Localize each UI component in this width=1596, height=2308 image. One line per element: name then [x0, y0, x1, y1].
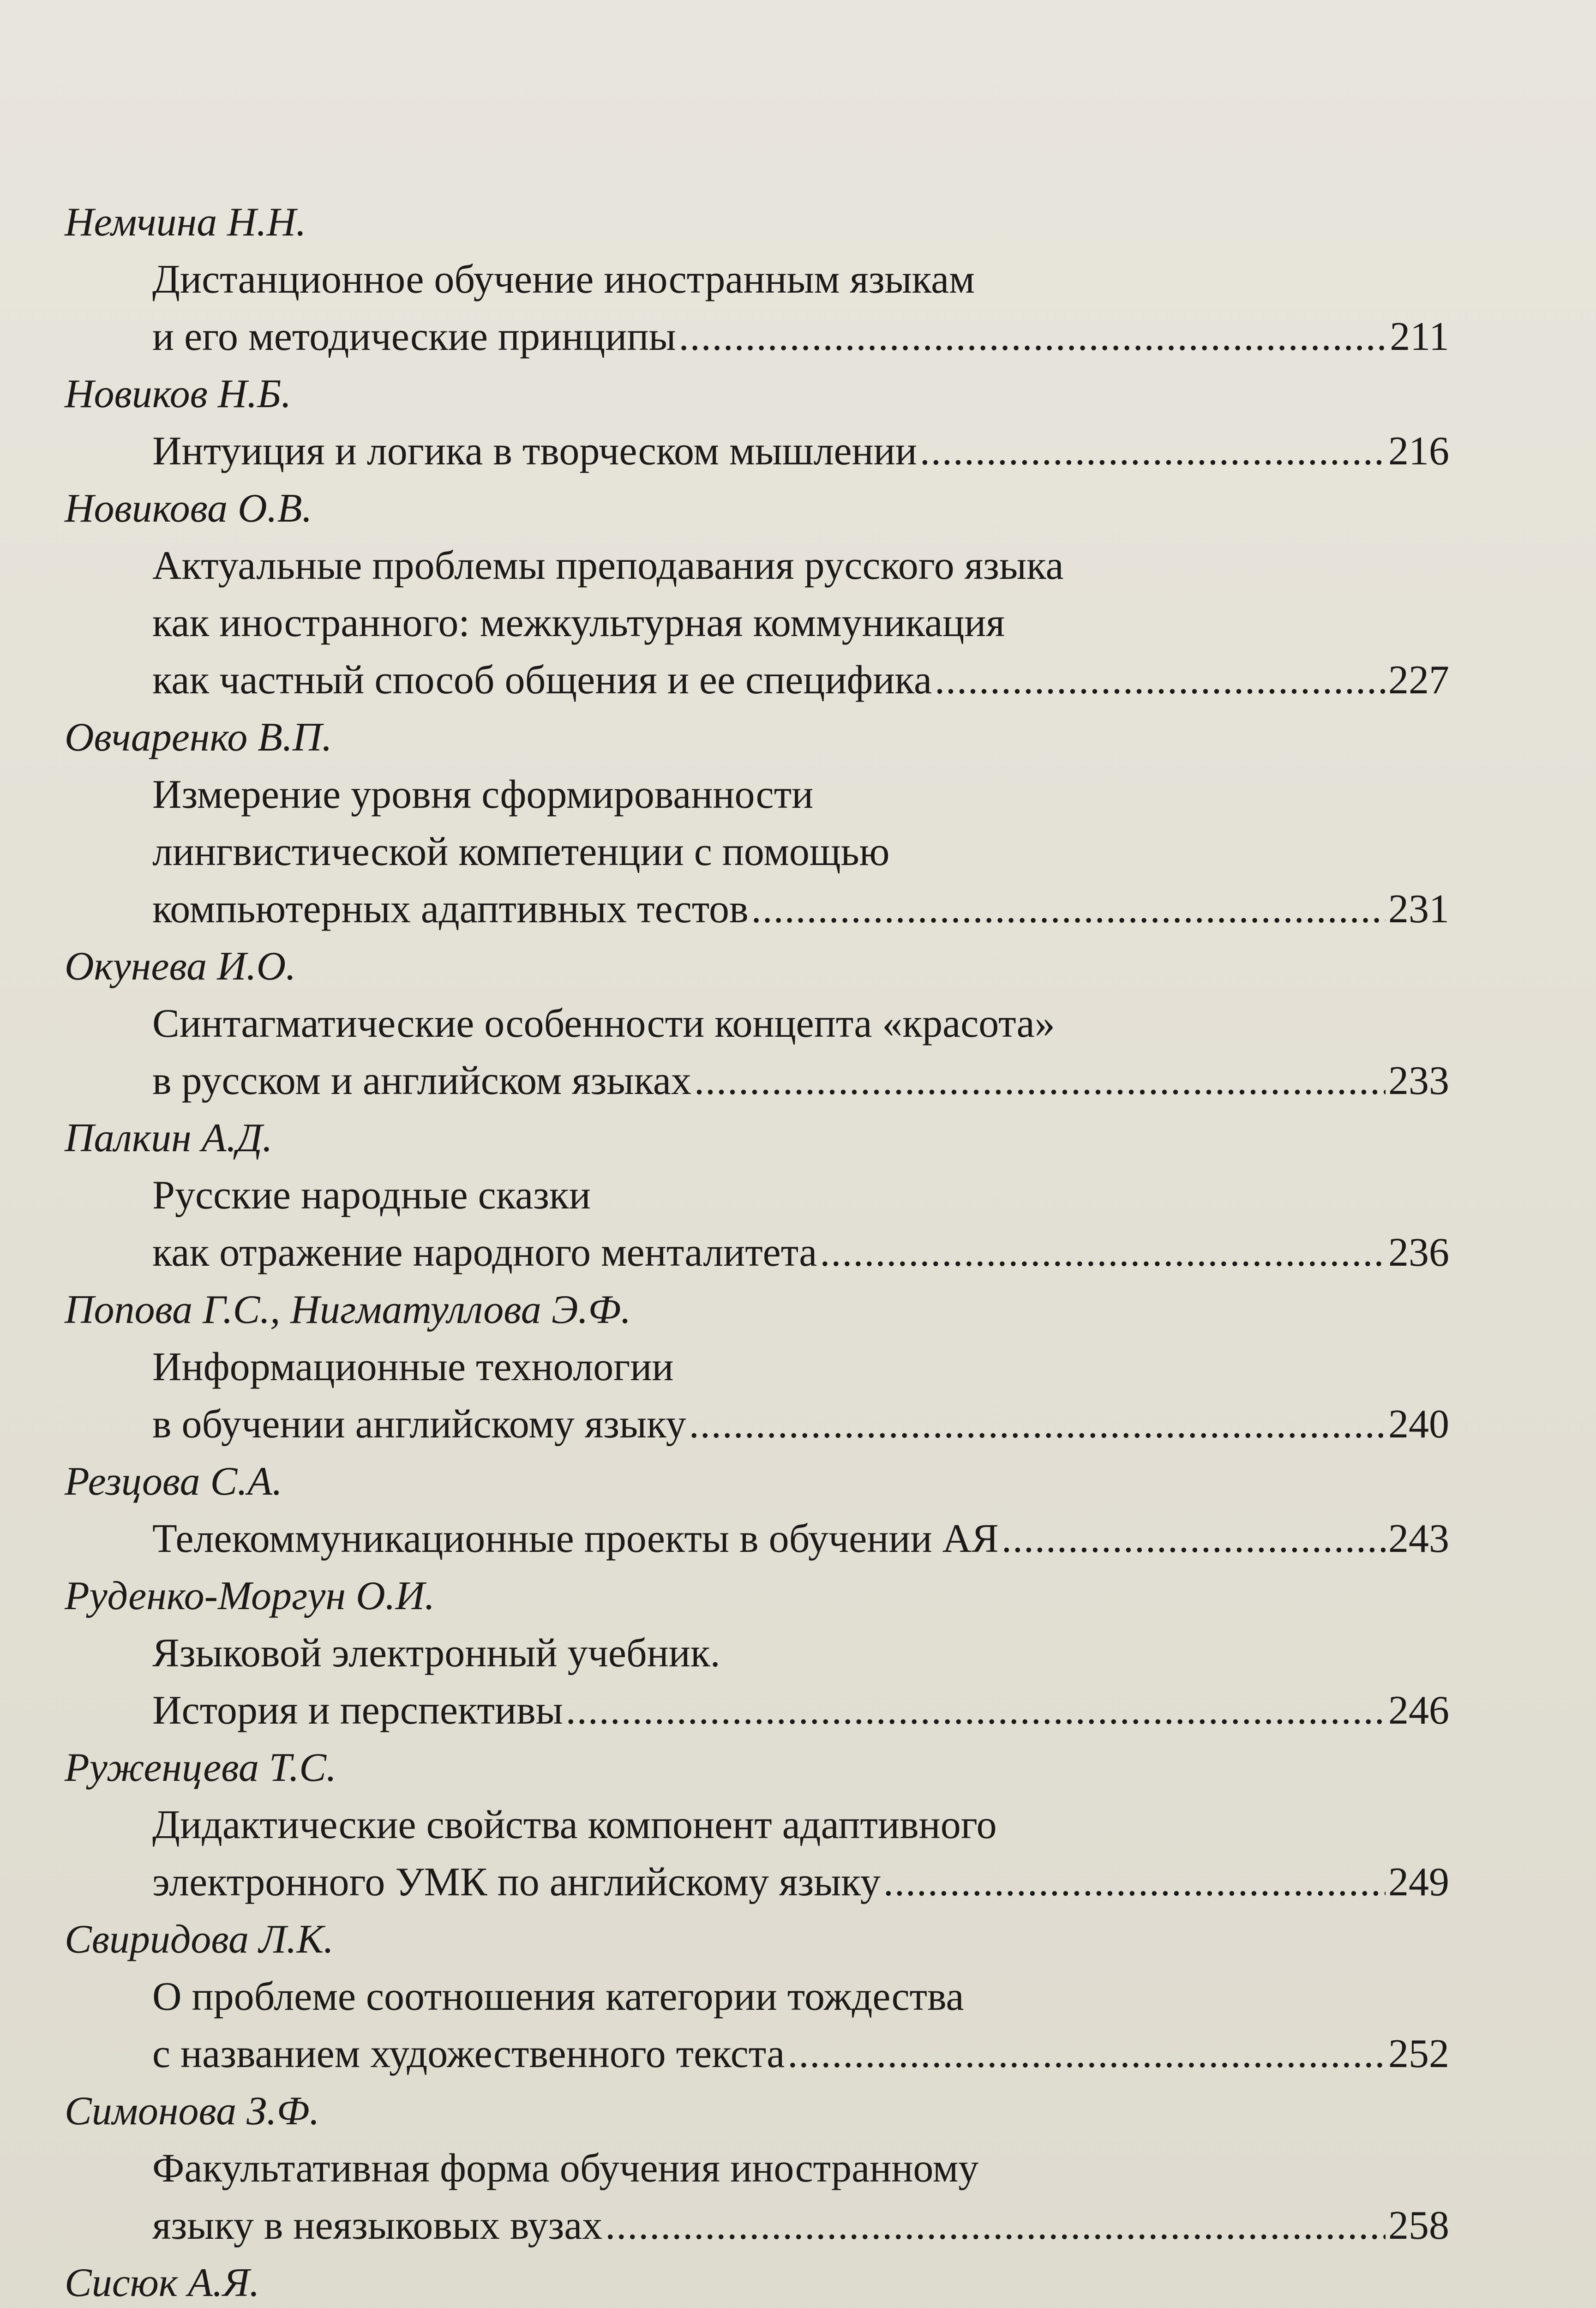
- toc-entry: [65, 938, 1449, 1110]
- toc-entry-title-text: и его методические принципы: [152, 314, 676, 359]
- toc-entry-page: 233: [1388, 1058, 1449, 1103]
- toc-entry: [65, 1110, 1449, 1281]
- toc-entry-title-line: [65, 1510, 1449, 1568]
- toc-entry-page: 231: [1388, 887, 1449, 932]
- toc-entry-title-text: с названием художественного текста: [152, 2032, 785, 2076]
- toc-entry-author: Овчаренко В.П.: [65, 715, 332, 760]
- toc-leader-dots: [694, 1052, 1386, 1110]
- toc-leader-dots: [820, 1224, 1386, 1281]
- toc-entry-author: Палкин А.Д.: [65, 1116, 273, 1160]
- toc-entry-page: 240: [1388, 1402, 1449, 1447]
- toc-entry-title-line: Синтагматические особенности концепта «красота»: [152, 1001, 1055, 1046]
- toc-leader-dots: [689, 1396, 1386, 1453]
- toc-entry-title-text: в обучении английскому языку: [152, 1402, 686, 1447]
- toc-entry: [65, 1739, 1449, 1911]
- toc-entry-author: Попова Г.С., Нигматуллова Э.Ф.: [65, 1287, 631, 1332]
- toc-entry-page: 258: [1388, 2203, 1449, 2248]
- toc-entry-page: 252: [1388, 2032, 1449, 2076]
- toc-entry: [65, 194, 1449, 366]
- toc-entry-title-line: [65, 881, 1449, 938]
- toc-entry: [65, 1568, 1449, 1739]
- toc-entry-title-line: [65, 1224, 1449, 1281]
- toc-entry-title-text: как отражение народного менталитета: [152, 1230, 817, 1275]
- toc-entry-title-line: Дидактические свойства компонент адаптивного: [152, 1803, 997, 1847]
- toc-leader-dots: [935, 652, 1386, 709]
- toc-entry-title-line: Русские народные сказки: [152, 1173, 591, 1218]
- toc-leader-dots: [605, 2197, 1386, 2254]
- toc-entry-author: Новиков Н.Б.: [65, 372, 292, 416]
- toc-entry-title-text: Телекоммуникационные проекты в обучении АЯ: [152, 1516, 999, 1561]
- toc-entry-title-line: Актуальные проблемы преподавания русского языка: [152, 543, 1064, 588]
- toc-entry: [65, 480, 1449, 709]
- toc-entry: [65, 709, 1449, 938]
- toc-entry-title-line: [65, 1682, 1449, 1739]
- toc-entry: [65, 2254, 1449, 2308]
- toc-entry-page: 249: [1388, 1860, 1449, 1905]
- toc-entry-title-line: Информационные технологии: [152, 1345, 674, 1389]
- toc-entry: [65, 2083, 1449, 2254]
- toc-entry-title-text: История и перспективы: [152, 1688, 563, 1733]
- toc-entry-title-line: [65, 1052, 1449, 1110]
- toc-entry: [65, 1453, 1449, 1568]
- toc-entry-author: Немчина Н.Н.: [65, 200, 306, 245]
- toc-entry-title-text: компьютерных адаптивных тестов: [152, 887, 749, 932]
- toc-entry-author: Свиридова Л.К.: [65, 1917, 334, 1962]
- toc-entry-title-line: Измерение уровня сформированности: [152, 772, 814, 817]
- toc-entry-page: 216: [1388, 429, 1449, 474]
- toc-entry-title-line: [65, 2197, 1449, 2254]
- toc-entry: [65, 1911, 1449, 2083]
- toc-entry-title-line: [65, 2026, 1449, 2083]
- toc-entry-author: Симонова З.Ф.: [65, 2089, 320, 2134]
- toc-entry-page: 211: [1390, 314, 1449, 359]
- toc-entry-page: 236: [1388, 1230, 1449, 1275]
- toc-leader-dots: [566, 1682, 1386, 1739]
- toc-entry-author: Сисюк А.Я.: [65, 2260, 260, 2305]
- toc-entry-author: Руженцева Т.С.: [65, 1745, 336, 1790]
- toc-leader-dots: [751, 881, 1386, 938]
- toc-entry-title-line: [65, 1396, 1449, 1453]
- toc-entry-title-line: как иностранного: межкультурная коммуникация: [152, 601, 1005, 645]
- toc-entry: [65, 366, 1449, 480]
- toc-entry-title-line: О проблеме соотношения категории тождества: [152, 1974, 964, 2019]
- toc-entry-title-line: лингвистической компетенции с помощью: [152, 829, 890, 874]
- toc-entry-author: Окунева И.О.: [65, 944, 296, 989]
- toc-entry-author: Новикова О.В.: [65, 486, 312, 531]
- toc-leader-dots: [787, 2026, 1386, 2083]
- toc-entry-page: 227: [1388, 658, 1449, 703]
- toc-leader-dots: [1002, 1510, 1386, 1568]
- toc-leader-dots: [883, 1854, 1386, 1911]
- toc-entry-title-line: Факультативная форма обучения иностранному: [152, 2146, 979, 2191]
- toc-leader-dots: [920, 423, 1386, 480]
- toc-entry-title-text: как частный способ общения и ее специфика: [152, 658, 932, 703]
- toc-entry-title-line: [65, 1854, 1449, 1911]
- toc-entry-title-text: в русском и английском языках: [152, 1058, 691, 1103]
- toc-entry-author: Руденко-Моргун О.И.: [65, 1574, 435, 1618]
- toc-entry-author: Резцова С.А.: [65, 1459, 282, 1504]
- toc-entry-title-text: электронного УМК по английскому языку: [152, 1860, 881, 1905]
- toc-entry-title-line: Дистанционное обучение иностранным языкам: [152, 257, 975, 302]
- toc-leader-dots: [679, 308, 1387, 366]
- toc-entry-title-line: [65, 652, 1449, 709]
- toc-entry-title-line: [65, 423, 1449, 480]
- toc-entry-page: 243: [1388, 1516, 1449, 1561]
- toc-entry-page: 246: [1388, 1688, 1449, 1733]
- toc-entry: [65, 1281, 1449, 1453]
- toc-entry-title-line: Языковой электронный учебник.: [152, 1631, 720, 1676]
- toc-entry-title-line: [65, 308, 1449, 366]
- toc-entry-title-text: Интуиция и логика в творческом мышлении: [152, 429, 917, 474]
- toc-entry-title-text: языку в неязыковых вузах: [152, 2203, 603, 2248]
- table-of-contents: [65, 194, 1449, 2308]
